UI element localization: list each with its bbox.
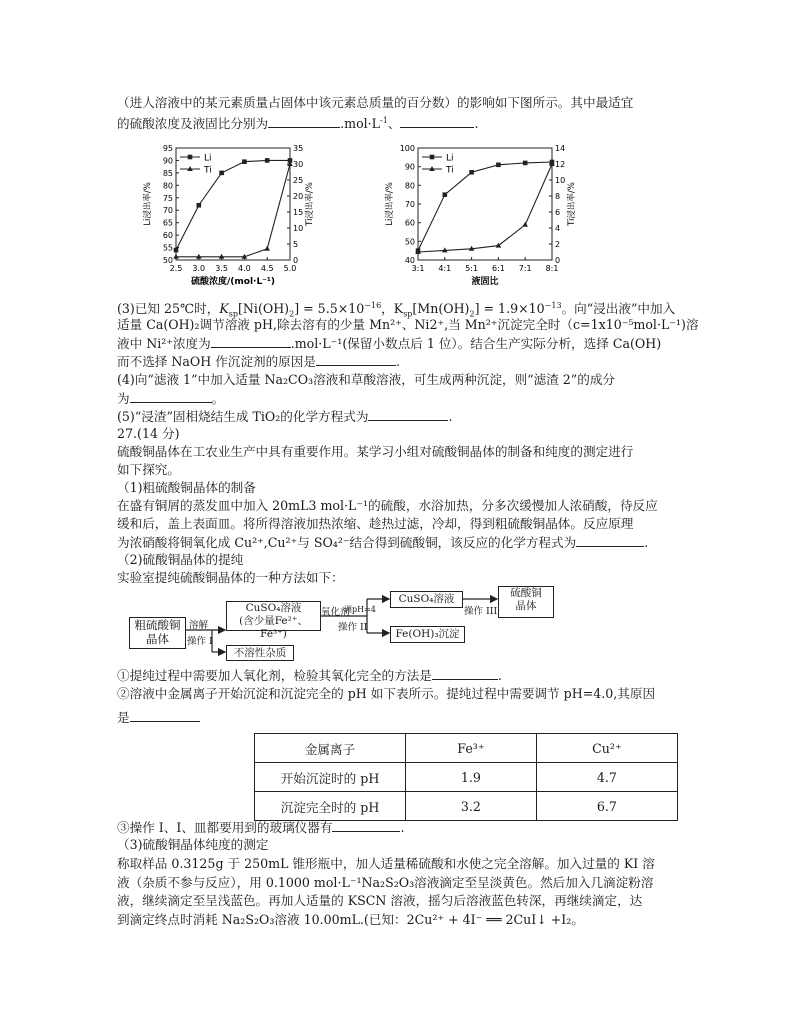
section-1-prompt: 为浓硝酸将铜氧化成 Cu²⁺,Cu²⁺与 SO₄²⁻结合得到硫酸铜，该反应的化学方程式为 (117, 535, 577, 550)
q-3-prompt: ③操作 I、I、皿都要用到的玻璃仪器有 (117, 820, 333, 835)
period: . (644, 535, 649, 550)
y-right-tick-label: 6 (555, 208, 561, 217)
legend-label: Ti (446, 165, 454, 176)
mn-prefix: ，K (381, 301, 404, 317)
separator: 、 (387, 116, 401, 132)
chart-li-ti-vs-acid (138, 142, 328, 292)
y-left-tick-label: 80 (162, 181, 173, 191)
answer-blank-reason[interactable] (316, 352, 396, 366)
ni-subscript: 2 (289, 309, 295, 319)
ni-exponent: −16 (364, 301, 382, 310)
period: . (497, 668, 502, 683)
ni-expression: [Ni(OH) (238, 301, 290, 317)
y-left-tick-label: 75 (162, 193, 173, 203)
section-3-prompt: 到滴定终点时消耗 Na₂S₂O₃溶液 10.00mL.(已知： (117, 912, 407, 927)
section-1-line-3 (117, 533, 648, 552)
answer-blank-ph-reason[interactable] (130, 708, 200, 722)
y-right-tick-label: 0 (293, 256, 299, 265)
answer-blank-concentration[interactable] (268, 114, 340, 128)
legend-label: Li (204, 153, 212, 164)
intro-line-2 (117, 112, 478, 133)
y-right-tick-label: 2 (555, 240, 561, 249)
insoluble-box (226, 645, 294, 661)
ni-ksp-value: ] = 5.5×10 (294, 301, 365, 317)
q3-line-2: 适量 Ca(OH)₂调节溶液 pH,除去溶有的少量 Mn²⁺、Ni2⁺,当 Mn²⁺沉淀完全时（c=1x10⁻⁵mol·L⁻¹)溶 (117, 317, 699, 332)
unit-exponent: -1 (380, 116, 388, 125)
section-3-title: （3)硫酸铜晶体纯度的测定 (117, 837, 269, 852)
y-right-axis-label: Ti浸出率/% (567, 182, 577, 226)
mn-ksp-subscript: sp (403, 309, 413, 319)
y-left-tick-label: 50 (162, 256, 173, 265)
data-point-li (265, 158, 270, 163)
y-left-tick-label: 70 (162, 206, 173, 216)
x-tick-label: 2.5 (169, 264, 183, 273)
q4-line-1: (4)向“滤液 1”中加入适量 Na₂CO₃溶液和草酸溶液，可生成两种沉淀，则“滤渣 2”的成分 (117, 372, 616, 387)
data-point-ti (496, 243, 502, 248)
y-left-tick-label: 90 (404, 162, 415, 172)
section-3-line-3: 液，继续滴定至呈浅蓝色。再加人适量的 KSCN 溶液，摇匀后溶液蓝色转深，再继续滴定，达 (117, 893, 643, 908)
section-1-title: （1)粗硫酸铜晶体的制备 (117, 480, 256, 495)
q4-prompt: 为 (117, 391, 130, 406)
product-label: 硫酸铜 晶体 (510, 587, 542, 612)
q5-prompt: (5)“浸渣”固相烧结生成 TiO₂的化学方程式为 (117, 409, 369, 424)
plot-frame (418, 148, 552, 260)
q3-text-tail: .mol·L⁻¹(保留小数点后 1 位）。结合生产实际分析，选择 Ca(OH) (290, 336, 662, 351)
data-point-li (523, 161, 528, 166)
section-2-line-1: 实验室提纯硫酸铜晶体的一种方法如下： (117, 570, 344, 585)
x-axis-label: 液固比 (471, 277, 499, 287)
answer-blank-ni-conc[interactable] (211, 334, 291, 348)
x-tick-label: 3:1 (411, 264, 425, 273)
period: 。 (211, 391, 225, 406)
answer-blank-glassware[interactable] (332, 818, 400, 832)
data-point-li (496, 163, 501, 168)
q27-intro-1: 硫酸铜晶体在工农业生产中具有重要作用。某学习小组对硫酸铜晶体的制备和纯度的测定进行 (117, 444, 634, 459)
y-right-tick-label: 10 (293, 224, 304, 233)
y-right-tick-label: 35 (293, 144, 304, 153)
x-tick-label: 6:1 (491, 264, 505, 273)
q3-reason-prompt: 而不选择 NaOH 作沉淀剂的原因是 (117, 354, 316, 369)
y-right-tick-label: 30 (293, 160, 304, 169)
pure-solution-label: CuSO₄溶液 (398, 593, 455, 605)
table-header-cell: 金属离子 (255, 734, 406, 763)
x-tick-label: 5:1 (465, 264, 479, 273)
oxidant-label: 氧化剂 (321, 607, 350, 618)
answer-blank-equation[interactable] (368, 407, 448, 421)
table-cell: 3.2 (406, 792, 537, 821)
section-3-line-1: 称取样品 0.3125g 于 250mL 锥形瓶中，加人适量稀硫酸和水使之完全溶解。加入过量的 KI 溶 (117, 856, 655, 871)
q-1-line (117, 666, 502, 685)
series-line-ti (176, 164, 290, 257)
data-point-ti (522, 222, 528, 227)
y-right-tick-label: 5 (293, 240, 299, 249)
y-left-axis-label: Li浸出率/% (385, 182, 395, 226)
y-left-tick-label: 95 (162, 144, 173, 153)
y-left-tick-label: 100 (399, 144, 415, 153)
table-row (255, 792, 678, 821)
y-left-tick-label: 70 (404, 200, 415, 209)
x-tick-label: 4.5 (260, 264, 274, 273)
section-1-line-2: 缓和后，盖上表面皿。将所得溶液加热浓缩、趁热过滤，冷却，得到粗硫酸铜晶体。反应原理 (117, 516, 634, 531)
op2-label: 操作 II (338, 622, 368, 633)
q-2-line: ②溶液中金属离子开始沉淀和沉淀完全的 pH 如下表所示。提纯过程中需要调节 pH=4.0,其原因 (117, 686, 656, 701)
y-left-tick-label: 65 (162, 218, 173, 228)
table-cell: 开始沉淀时的 pH (255, 763, 406, 792)
precipitate-label: Fe(OH)₃沉淀 (395, 628, 460, 640)
x-tick-label: 5.0 (283, 264, 297, 273)
table-cell: 1.9 (406, 763, 537, 792)
cuso4-solution-box (226, 601, 321, 640)
table-row (255, 763, 678, 792)
y-left-tick-label: 60 (404, 218, 415, 228)
mn-subscript: 2 (469, 309, 475, 319)
q3-intro: (3)已知 25℃时， (117, 301, 220, 317)
y-right-tick-label: 14 (555, 144, 566, 153)
legend-label: Ti (204, 165, 212, 176)
unit-text: .mol·L (340, 116, 381, 132)
q3-text: 液中 Ni²⁺浓度为 (117, 336, 211, 351)
data-point-li (174, 248, 179, 253)
q4-line-2 (117, 389, 224, 408)
period: 。 (571, 912, 584, 927)
y-right-axis-label: Ti浸出率/% (305, 182, 315, 226)
answer-blank-ratio[interactable] (400, 114, 474, 128)
x-tick-label: 7:1 (518, 264, 532, 273)
y-left-tick-label: 60 (162, 231, 173, 241)
q5-line-1 (117, 407, 452, 426)
insoluble-label: 不溶性杂质 (233, 647, 287, 659)
reaction-equation: 2Cu²⁺ + 4I⁻ ══ 2CuI↓ +I₂ (406, 912, 572, 927)
chart-li-ti-vs-ratio (380, 142, 590, 292)
op1-label: 操作 I (187, 636, 213, 647)
y-left-tick-label: 50 (404, 237, 415, 247)
period: . (395, 354, 400, 369)
intro-text: 的硫酸浓度及液固比分别为 (117, 116, 269, 132)
pure-solution-box (390, 591, 463, 608)
table-cell: 4.7 (536, 763, 677, 792)
y-left-tick-label: 55 (162, 243, 173, 253)
y-right-tick-label: 8 (555, 192, 561, 201)
product-box (498, 586, 554, 618)
ksp-symbol: K (219, 301, 229, 317)
x-tick-label: 3.0 (192, 264, 206, 273)
q27-intro-2: 如下探究。 (117, 462, 180, 477)
crude-crystal-box (129, 617, 186, 649)
precipitate-box (390, 626, 465, 643)
y-right-tick-label: 10 (555, 176, 566, 185)
y-right-tick-label: 25 (293, 176, 304, 185)
legend-marker (188, 155, 193, 160)
data-point-li (469, 170, 474, 175)
mn-expression: [Mn(OH) (412, 301, 470, 317)
data-point-li (242, 159, 247, 164)
answer-blank-oxidation-check[interactable] (432, 666, 498, 680)
y-left-tick-label: 40 (404, 256, 415, 265)
solution-label: CuSO₄溶液 (含少量Fe²⁺、Fe³⁺) (239, 602, 308, 640)
section-3-line-2: 液（杂质不参与反应），用 0.1000 mol·L⁻¹Na₂S₂O₃溶液滴定至呈淡黄色。然后加入几滴淀粉溶 (117, 875, 654, 890)
intro-line-1: （进人溶液中的某元素质量占固体中该元素总质量的百分数）的影响如下图所示。其中最适宜 (117, 95, 634, 110)
legend-label: Li (446, 153, 454, 164)
x-tick-label: 3.5 (215, 264, 228, 273)
y-left-tick-label: 80 (404, 181, 415, 191)
data-point-li (219, 171, 224, 176)
mn-ksp-value: ] = 1.9×10 (474, 301, 545, 317)
q-2-prompt: 是 (117, 710, 130, 725)
y-left-tick-label: 85 (162, 168, 173, 178)
x-tick-label: 4:1 (438, 264, 452, 273)
q-1-prompt: ①提纯过程中需要加人氧化剂，检验其氧化完全的方法是 (117, 668, 432, 683)
table-cell: 沉淀完全时的 pH (255, 792, 406, 821)
x-axis-label: 硫酸浓度/(mol·L⁻¹) (190, 277, 276, 287)
data-point-li (197, 203, 202, 208)
q-2-line-2 (117, 708, 200, 727)
q27-header: 27.(14 分) (117, 426, 180, 441)
series-line-li (418, 162, 552, 251)
table-header-row (255, 734, 678, 763)
x-tick-label: 4.0 (238, 264, 251, 273)
y-right-tick-label: 20 (293, 192, 304, 201)
legend-marker (430, 155, 435, 160)
answer-blank-cu-equation[interactable] (576, 533, 644, 547)
y-left-tick-label: 90 (162, 156, 173, 166)
metal-ion-ph-table (254, 733, 678, 821)
q3-tail: 。向“浸出液”中加入 (561, 301, 676, 317)
table-cell: 6.7 (536, 792, 677, 821)
data-point-li (443, 192, 448, 197)
answer-blank-residue[interactable] (130, 389, 212, 403)
plot-frame (176, 148, 290, 260)
crude-label: 粗硫酸铜 晶体 (134, 618, 181, 646)
y-left-axis-label: Li浸出率/% (143, 182, 153, 226)
period: . (400, 820, 405, 835)
period: . (474, 116, 479, 132)
section-3-line-4 (117, 911, 584, 929)
dissolve-label: 溶解 (189, 620, 209, 631)
op3-label: 操作 III (464, 606, 498, 617)
y-right-tick-label: 15 (293, 208, 304, 217)
table-header-cell: Cu²⁺ (536, 734, 677, 763)
y-right-tick-label: 4 (555, 224, 561, 233)
mn-exponent: −13 (544, 301, 562, 310)
q-3-line (117, 818, 404, 837)
y-right-tick-label: 12 (555, 160, 566, 169)
table-header-cell: Fe³⁺ (406, 734, 537, 763)
data-point-ti (264, 246, 270, 251)
ksp-subscript: sp (228, 309, 238, 319)
section-2-title: （2)硫酸铜晶体的提纯 (117, 552, 244, 567)
x-tick-label: 8:1 (545, 264, 559, 273)
series-line-li (176, 160, 290, 250)
q3-line-4 (117, 352, 400, 371)
ph-label: 调pH=4 (344, 605, 376, 614)
q3-line-3 (117, 334, 661, 353)
y-right-tick-label: 0 (555, 256, 561, 265)
period: . (448, 409, 453, 424)
section-1-line-1: 在盛有铜屑的蒸发皿中加入 20mL3 mol·L⁻¹的硫酸，水浴加热，分多次缓慢加人浓硝酸，待反应 (117, 498, 658, 513)
